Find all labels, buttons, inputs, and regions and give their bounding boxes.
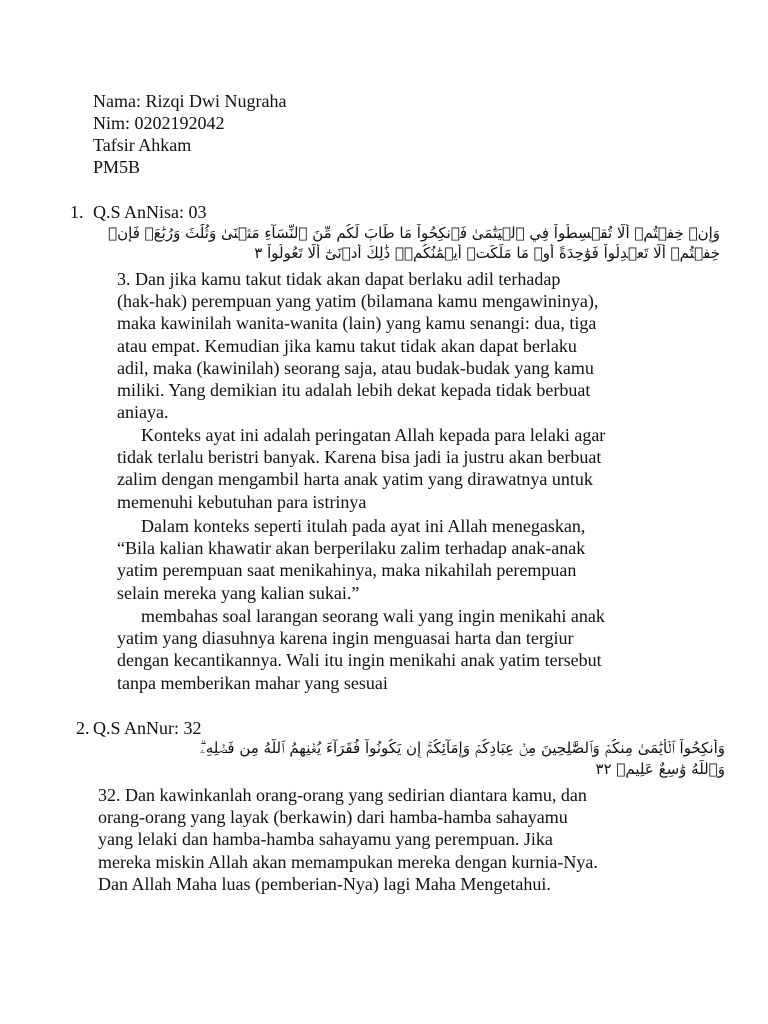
section-2-arabic-line-2: وَٱللَّهُ وَٰسِعٌ عَلِيمٞ ٣٢ <box>595 760 725 778</box>
text-line: Dan Allah Maha luas (pemberian-Nya) lagi Maha Mengetahui. <box>98 873 551 894</box>
text-line: atau empat. Kemudian jika kamu takut tidak akan dapat berlaku <box>117 335 577 356</box>
text-line: tidak terlalu beristri banyak. Karena bisa jadi ia justru akan berbuat <box>117 447 602 468</box>
text-line: Konteks ayat ini adalah peringatan Allah kepada para lelaki agar <box>141 425 606 445</box>
student-nim: Nim: 0202192042 <box>93 113 225 133</box>
text-line: yatim perempuan saat menikahinya, maka nikahilah perempuan <box>117 560 577 581</box>
text-line: miliki. Yang demikian itu adalah lebih dekat kepada tidak berbuat <box>117 380 591 401</box>
text-line: zalim dengan mengambil harta anak yatim yang dirawatnya untuk <box>117 469 593 490</box>
section-2-translation <box>98 784 598 895</box>
text-line: dengan kecantikannya. Wali itu ingin menikahi anak yatim tersebut <box>117 650 602 671</box>
text-line: selain mereka yang kalian sukai.” <box>117 582 360 603</box>
text-line: yatim yang diasuhnya karena ingin menguasai harta dan tergiur <box>117 628 574 649</box>
text-line: membahas soal larangan seorang wali yang ingin menikahi anak <box>141 606 605 626</box>
text-line: mereka miskin Allah akan memampukan mereka dengan kurnia-Nya. <box>98 851 598 872</box>
section-2-number: 2. <box>76 718 90 738</box>
section-1-emphasis-paragraph <box>117 515 585 604</box>
text-line: maka kawinilah wanita-wanita (lain) yang kamu senangi: dua, tiga <box>117 313 597 334</box>
section-2-arabic-line-1: وَأَنكِحُواْ ٱلۡأَيَٰمَىٰ مِنكُمۡ وَٱلصَّٰلِحِينَ مِنۡ عِبَادِكُمۡ وَإِمَآئِكُمۡۚ إِن يَكُونُواْ فُقَرَآءَ يُغۡنِهِمُ ٱللَّهُ مِن فَضۡلِهِۦۗ <box>200 739 725 757</box>
section-1-heading: Q.S AnNisa: 03 <box>93 202 207 222</box>
section-1-number: 1. <box>70 202 84 222</box>
text-line: yang lelaki dan hamba-hamba sahayamu yang perempuan. Jika <box>98 829 553 850</box>
text-line: memenuhi kebutuhan para istrinya <box>117 491 367 512</box>
section-2-heading: Q.S AnNur: 32 <box>93 718 202 738</box>
text-line: “Bila kalian khawatir akan berperilaku zalim terhadap anak-anak <box>117 538 586 559</box>
text-line: (hak-hak) perempuan yang yatim (bilamana kamu mengawininya), <box>117 291 599 312</box>
text-line: aniaya. <box>117 402 169 423</box>
text-line: orang-orang yang layak (berkawin) dari hamba-hamba sahayamu <box>98 807 568 828</box>
section-1-discussion-paragraph <box>117 605 605 694</box>
section-1-arabic-line-2: خِفۡتُمۡ أَلَّا تَعۡدِلُواْ فَوَٰحِدَةً أَوۡ مَا مَلَكَتۡ أَيۡمَٰنُكُمۡۚ ذَٰلِكَ أَدۡنَىٰٓ أَلَّا تَعُولُواْ ٣ <box>254 244 720 262</box>
text-line: 3. Dan jika kamu takut tidak akan dapat berlaku adil terhadap <box>117 269 561 289</box>
section-1-context-paragraph <box>117 424 605 513</box>
section-1-arabic-line-1: وَإِنۡ خِفۡتُمۡ أَلَّا تُقۡسِطُواْ فِي ٱلۡيَتَٰمَىٰ فَٱنكِحُواْ مَا طَابَ لَكُم مِّنَ ٱلنِّسَآءِ مَثۡنَىٰ وَثُلَٰثَ وَرُبَٰعَۖ فَإِنۡ <box>108 224 720 242</box>
section-1-translation <box>117 268 598 423</box>
text-line: adil, maka (kawinilah) seorang saja, atau budak-budak yang kamu <box>117 357 594 378</box>
text-line: Dalam konteks seperti itulah pada ayat ini Allah menegaskan, <box>141 516 586 536</box>
text-line: tanpa memberikan mahar yang sesuai <box>117 672 388 693</box>
class-code: PM5B <box>93 157 141 177</box>
course-title: Tafsir Ahkam <box>93 135 192 155</box>
text-line: 32. Dan kawinkanlah orang-orang yang sedirian diantara kamu, dan <box>98 785 587 805</box>
student-name: Nama: Rizqi Dwi Nugraha <box>93 91 287 111</box>
